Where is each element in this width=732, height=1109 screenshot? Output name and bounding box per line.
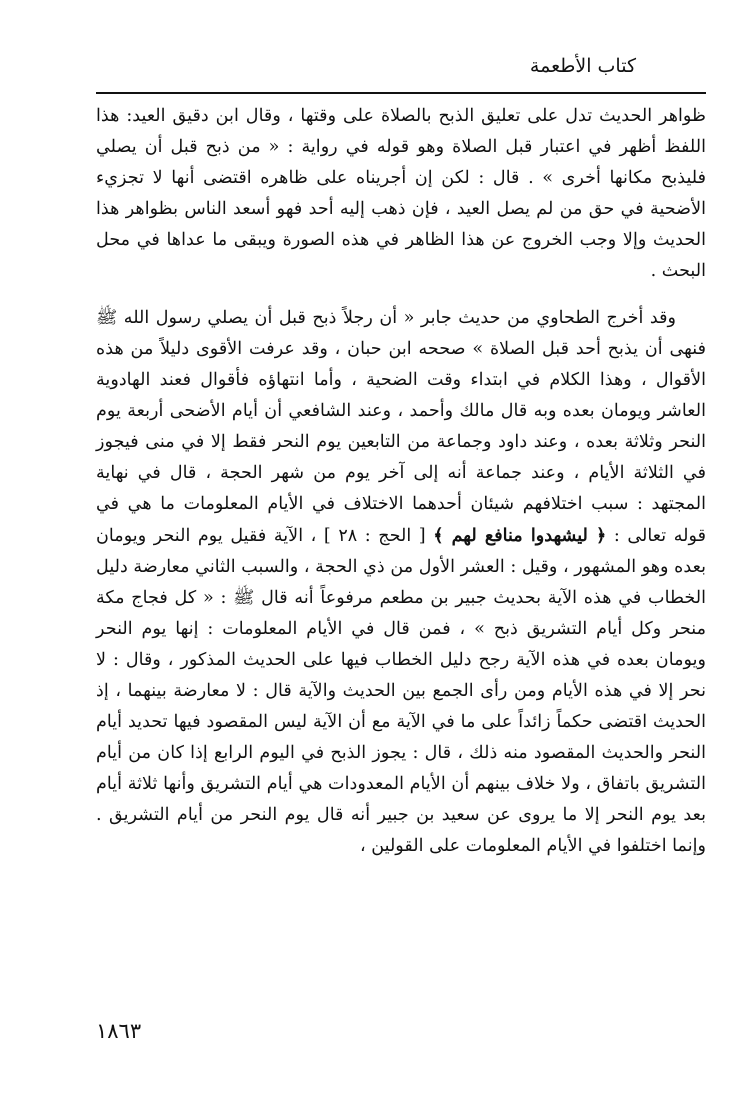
paragraph-2-text-start: وقد أخرج الطحاوي من حديث جابر « أن رجلاً ذبح قبل أن يصلي رسول الله ﷺ فنهى أن يذبح أحد قبل الصلاة » صححه ابن حبان ، وقد عرفت الأقوى دليلاً من هذه الأقوال ، وهذا الكلام في ابتداء وقت الضحية ، وأما انتهاؤه فأقوال فعند الهادوية العاشر ويومان بعده وبه قال مالك وأحمد ، وعند الشافعي أن أيام الأضحى أربعة يوم النحر وثلاثة بعده ، وعند داود وجماعة من التابعين يوم النحر فقط إلا في منى فيجوز في الثلاثة الأيام ، وعند جماعة أنه إلى آخر يوم من شهر الحجة ، قال في نهاية المجتهد : سبب اختلافهم شيئان أحدهما الاختلاف في الأيام المعلومات ما هي في قوله تعالى : (96, 308, 706, 546)
page-number: ١٨٦٣ (96, 1019, 142, 1043)
paragraph-2-text-end: [ الحج : ٢٨ ] ، الآية فقيل يوم النحر ويومان بعده وهو المشهور ، وقيل : العشر الأول من ذي الحجة ، والسبب الثاني معارضة دليل الخطاب في هذه الآية بحديث جبير بن مطعم مرفوعاً أنه قال ﷺ : « كل فجاج مكة منحر وكل أيام التشريق ذبح » ، فمن قال في الأيام المعلومات : إنها يوم النحر ويومان بعده في هذه الآية رجح دليل الخطاب فيها على الحديث المذكور ، وقال : لا نحر إلا في هذه الأيام ومن رأى الجمع بين الحديث والآية قال : لا معارضة بينهما ، إذ الحديث اقتضى حكماً زائداً على ما في الآية مع أن الآية ليس المقصود فيها تحديد أيام النحر والحديث المقصود منه ذلك ، قال : يجوز الذبح في اليوم الرابع إذا كان من أيام التشريق باتفاق ، ولا خلاف بينهم أن الأيام المعدودات هي أيام التشريق وأنها ثلاثة أيام بعد يوم النحر إلا ما يروى عن سعيد بن جبير أنه قال يوم النحر من أيام التشريق . وإنما اختلفوا في الأيام المعلومات على القولين ، (96, 526, 706, 856)
paragraph-2 (96, 303, 706, 862)
main-text (96, 101, 706, 862)
quran-verse: ﴿ ليشهدوا منافع لهم ﴾ (433, 525, 607, 546)
paragraph-1: ظواهر الحديث تدل على تعليق الذبح بالصلاة على وقتها ، وقال ابن دقيق العيد: هذا اللفظ أظهر في اعتبار قبل الصلاة وهو قوله في رواية : « من ذبح قبل أن يصلي فليذبح مكانها أخرى » . قال : لكن إن أجريناه على ظاهره اقتضى أنها لا تجزيء الأضحية في حق من لم يصل العيد ، فإن ذهب إليه أحد فهو أسعد الناس بظواهر هذا الحديث وإلا وجب الخروج عن هذا الظاهر في هذه الصورة ويبقى ما عداها في محل البحث . (96, 106, 706, 281)
running-header: كتاب الأطعمة (529, 55, 636, 77)
header-rule (96, 92, 706, 94)
paragraph-gap (96, 287, 706, 303)
